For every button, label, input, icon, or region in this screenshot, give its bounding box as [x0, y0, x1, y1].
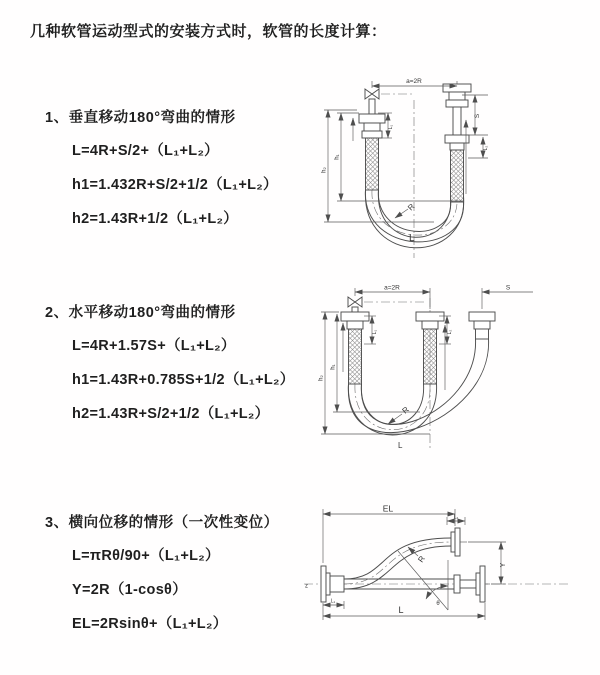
flange-left — [321, 566, 344, 602]
pipe-fitting-left — [341, 307, 369, 384]
formula-y: Y=2R（1-cosθ） — [72, 582, 187, 598]
label-h1: h₁ — [330, 364, 337, 370]
label-radius: R — [400, 404, 411, 416]
formula-length: L=πRθ/90+（L₁+L₂） — [72, 548, 220, 564]
label-l2: L₂ — [447, 329, 453, 335]
label-l1: L₁ — [372, 329, 378, 335]
dimension-labels — [319, 285, 511, 451]
label-stroke-s: S — [505, 284, 511, 292]
label-length: L — [398, 441, 403, 450]
label-h2: h₂ — [318, 375, 325, 381]
pipe-fitting-right — [469, 312, 495, 339]
label-stroke-s: S — [474, 113, 481, 119]
label-y: Y — [500, 562, 507, 568]
formula-h1: h1=1.432R+S/2+1/2（L₁+L₂） — [72, 177, 278, 193]
section-lateral-displacement — [45, 511, 279, 646]
label-l2: L₂ — [453, 514, 459, 521]
label-radius: R — [416, 554, 427, 565]
valve-icon — [348, 297, 362, 307]
formula-length: L=4R+1.57S+（L₁+L₂） — [72, 338, 236, 354]
flange-top-right — [451, 528, 467, 556]
hose-u-bends — [348, 339, 488, 435]
formula-h1: h1=1.43R+0.785S+1/2（L₁+L₂） — [72, 372, 295, 388]
label-span-a2r: a=2R — [384, 284, 400, 292]
pipe-fitting-right — [443, 84, 471, 202]
label-datum-z: z — [305, 583, 308, 590]
section-vertical-travel — [45, 106, 278, 241]
label-l2: L₂ — [483, 145, 489, 151]
section-3-heading: 3、横向位移的情形（一次性变位） — [45, 515, 279, 531]
formula-h2: h2=1.43R+1/2（L₁+L₂） — [72, 211, 239, 227]
label-length: L — [398, 605, 404, 615]
label-l1: L₁ — [330, 598, 336, 605]
page-title: 几种软管运动型式的安装方式时，软管的长度计算： — [30, 23, 387, 40]
dimension-labels — [305, 504, 507, 616]
diagram-horizontal-travel-180-bend — [312, 282, 572, 479]
section-2-heading: 2、水平移动180°弯曲的情形 — [45, 305, 236, 321]
section-1-heading: 1、垂直移动180°弯曲的情形 — [45, 110, 236, 126]
hose-displaced-s-curve — [344, 538, 451, 589]
formula-h2: h2=1.43R+S/2+1/2（L₁+L₂） — [72, 406, 270, 422]
diagram-vertical-travel-180-bend — [312, 70, 572, 267]
dimension-lines — [323, 509, 506, 620]
pipe-fitting-middle — [416, 312, 444, 384]
label-span-a2r: a=2R — [406, 78, 422, 85]
valve-icon — [365, 89, 379, 99]
pipe-fitting-left — [359, 99, 385, 190]
section-horizontal-travel — [45, 301, 295, 436]
label-h1: h₁ — [334, 154, 341, 160]
label-radius: R — [406, 201, 417, 213]
label-theta: θ — [436, 601, 440, 607]
flange-bottom-right — [454, 566, 490, 602]
diagram-lateral-displacement — [298, 502, 590, 649]
formula-length: L=4R+S/2+（L₁+L₂） — [72, 143, 219, 159]
label-h2: h₂ — [321, 167, 328, 173]
label-length: L — [409, 233, 415, 244]
formula-el: EL=2Rsinθ+（L₁+L₂） — [72, 616, 228, 632]
label-l1: L₁ — [388, 124, 394, 130]
label-el: EL — [382, 503, 394, 514]
